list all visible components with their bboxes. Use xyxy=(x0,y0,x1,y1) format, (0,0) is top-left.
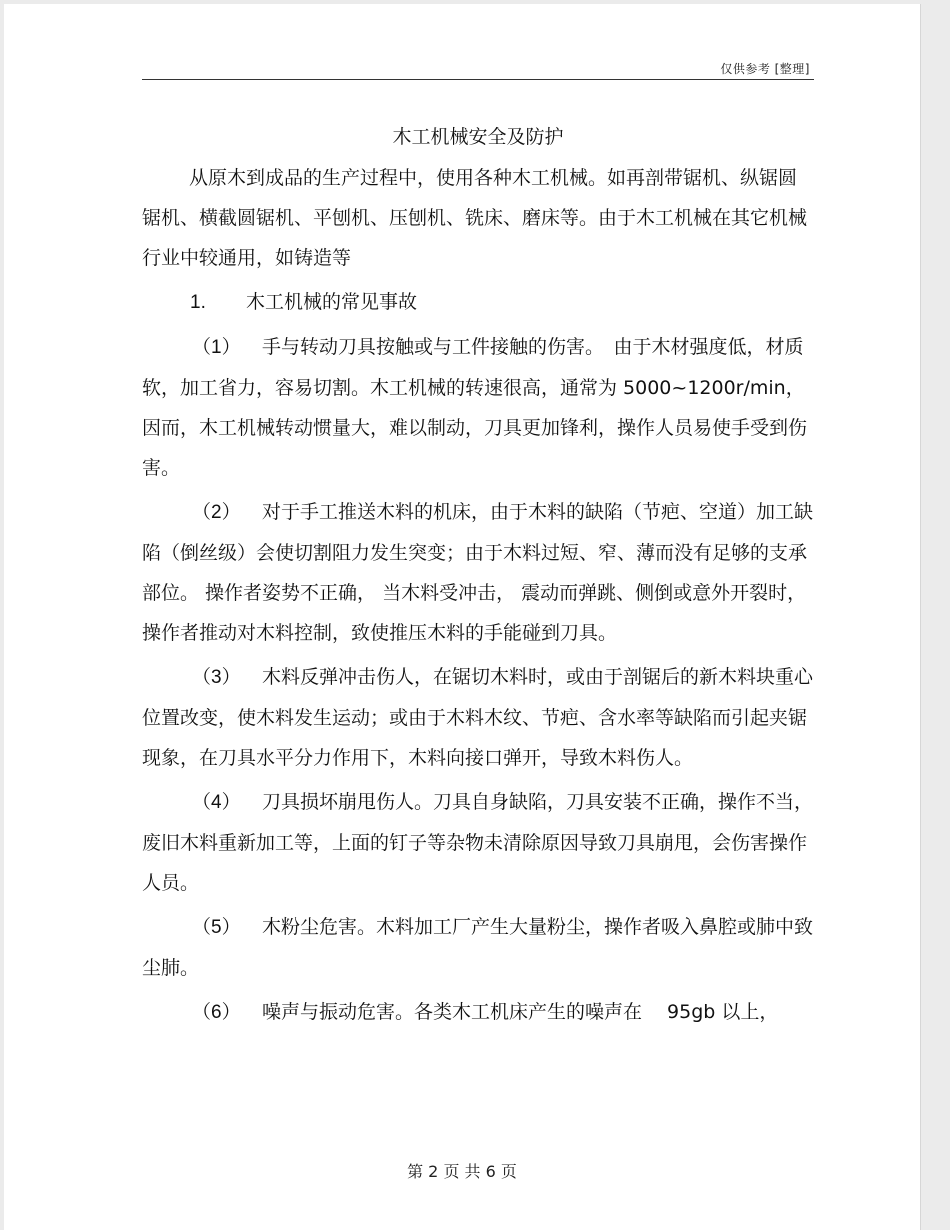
item-marker: （2） xyxy=(192,502,241,523)
item-text: 木粉尘危害。木料加工厂产生大量粉尘，操作者吸入鼻腔或肺中致尘肺。 xyxy=(142,916,814,979)
document-page xyxy=(4,4,920,1230)
section-heading xyxy=(142,282,814,323)
item-marker: （3） xyxy=(192,667,241,688)
item-marker: （6） xyxy=(192,1002,241,1023)
list-item xyxy=(142,327,814,488)
item-text: 噪声与振动危害。各类木工机床产生的噪声在 95gb 以上， xyxy=(262,1001,779,1023)
header-rule xyxy=(142,79,814,80)
list-item xyxy=(142,492,814,653)
intro-paragraph: 从原木到成品的生产过程中，使用各种木工机械。如再剖带锯机、纵锯圆锯机、横截圆锯机、平刨机、压刨机、铣床、磨床等。由于木工机械在其它机械行业中较通用，如铸造等 xyxy=(142,167,808,269)
list-item xyxy=(142,782,814,903)
section-number: 1. xyxy=(190,292,206,313)
list-item xyxy=(142,657,814,778)
document-title: 木工机械安全及防护 xyxy=(392,126,564,148)
item-marker: （1） xyxy=(192,337,241,358)
item-text: 木料反弹冲击伤人，在锯切木料时，或由于剖锯后的新木料块重心位置改变，使木料发生运动；或由于木料木纹、节疤、含水率等缺陷而引起夹锯现象，在刀具水平分力作用下，木料向接口弹开，导致木料伤人。 xyxy=(142,666,814,769)
item-text: 刀具损坏崩甩伤人。刀具自身缺陷，刀具安装不正确，操作不当，废旧木料重新加工等，上面的钉子等杂物未清除原因导致刀具崩甩，会伤害操作人员。 xyxy=(142,791,814,894)
list-item xyxy=(142,907,814,988)
list-item xyxy=(142,992,814,1033)
header-note: 仅供参考 [整理] xyxy=(720,62,810,76)
item-marker: （4） xyxy=(192,792,241,813)
item-marker: （5） xyxy=(192,917,241,938)
page-footer: 第 2 页 共 6 页 xyxy=(407,1162,517,1181)
document-body xyxy=(142,117,814,1033)
item-text: 对于手工推送木料的机床，由于木料的缺陷（节疤、空道）加工缺陷（倒丝级）会使切割阻力发生突变；由于木料过短、窄、薄而没有足够的支承部位。 操作者姿势不正确， 当木料受冲击， 震动而弹跳、侧倒或意外开裂时，操作者推动对木料控制，致使推压木料的手能碰到刀具。 xyxy=(142,501,814,644)
section-title: 木工机械的常见事故 xyxy=(246,291,418,313)
item-text: 手与转动刀具按触或与工件接触的伤害。 由于木材强度低，材质软，加工省力，容易切割。木工机械的转速很高，通常为 5000~1200r/min，因而，木工机械转动惯量大，难以制动，刀具更加锋利，操作人员易使手受到伤害。 xyxy=(142,336,808,479)
